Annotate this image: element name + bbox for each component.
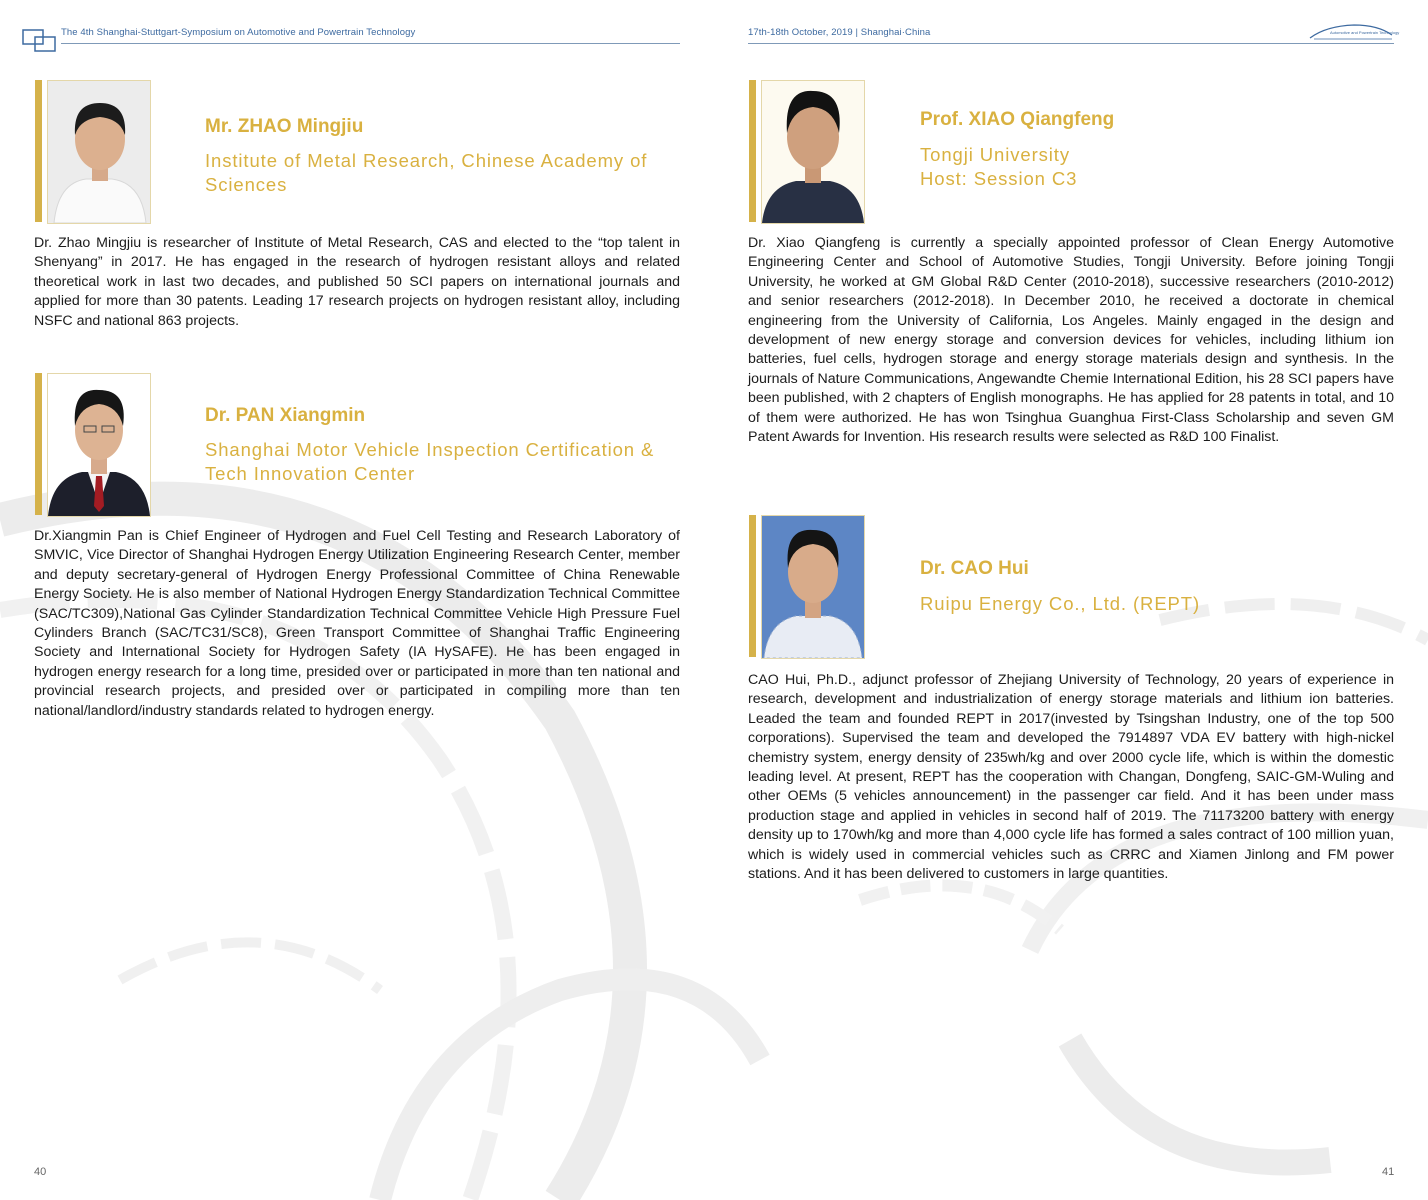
page-number-left: 40 xyxy=(34,1166,47,1178)
speaker-name: Mr. ZHAO Mingjiu xyxy=(205,116,364,137)
header-divider-right xyxy=(748,43,1394,44)
speaker-bio: CAO Hui, Ph.D., adjunct professor of Zhejiang University of Technology, 20 years of experience in research, development and industrialization of energy storage materials and lithium ion batteries. Leaded the team and founded REPT in 2017(invested by Tsingshan Industry, one of the top 500 corporations). Supervised the team and developed the 7914897 VDA EV battery with high-nickel chemistry system, energy density of 235wh/kg and over 2000 cycle life, which is within the domestic leading level. At present, REPT has the cooperation with Changan, Dongfeng, SAIC-GM-Wuling and other OEMs (5 vehicles announcement) in the passenger car field. And it has been under mass production stage and applied in vehicles in second half of 2019. The 71173200 battery with energy density up to 170wh/kg and more than 4,000 cycle life has formed a sales contract of 100 million yuan, which is widely used in commercial vehicles such as CRRC and Xiamen Jinlong and FM power stations. And it has been delivered to customers in large quantities. xyxy=(748,672,1394,883)
speaker-name: Dr. CAO Hui xyxy=(920,558,1029,579)
header-symposium-title: The 4th Shanghai-Stuttgart-Symposium on Automotive and Powertrain Technology xyxy=(61,27,416,38)
speaker-name: Dr. PAN Xiangmin xyxy=(205,405,366,426)
speaker-affiliation: Institute of Metal Research, Chinese Academy of Sciences xyxy=(205,150,648,195)
speaker-photo xyxy=(761,80,865,224)
speaker-affiliation: Shanghai Motor Vehicle Inspection Certification & Tech Innovation Center xyxy=(205,439,655,484)
speaker-affiliation: Tongji University Host: Session C3 xyxy=(920,144,1078,189)
page-number-right: 41 xyxy=(1382,1166,1395,1178)
conference-logo xyxy=(1308,21,1400,41)
speaker-photo xyxy=(761,515,865,659)
speaker-bio: Dr.Xiangmin Pan is Chief Engineer of Hydrogen and Fuel Cell Testing and Research Laboratory of SMVIC, Vice Director of Shanghai Hydrogen Energy Utilization Engineering Research Center, member and deputy secretary-general of Hydrogen Energy Professional Committee of China Renewable Energy Society. He is also member of National Hydrogen Energy Standardization Technical Committee (SAC/TC309),National Gas Cylinder Standardization Technical Committee Vehicle High Pressure Fuel Cylinders Branch (SAC/TC31/SC8), Green Transport Committee of Shanghai Traffic Engineering Society and International Society for Hydrogen Safety (IA HySAFE). He has been engaged in hydrogen energy research for a long time, presided over or participated in more than ten national and provincial research projects, and presided over or participated in compiling more than ten national/landlord/industry standards related to hydrogen energy. xyxy=(34,528,680,719)
speaker-photo xyxy=(47,373,151,517)
header-date-location: 17th-18th October, 2019 | Shanghai·China xyxy=(748,27,931,38)
accent-bar xyxy=(749,80,756,222)
speaker-affiliation: Ruipu Energy Co., Ltd. (REPT) xyxy=(920,593,1201,614)
portrait-icon xyxy=(762,81,864,223)
speaker-photo xyxy=(47,80,151,224)
speaker-name: Prof. XIAO Qiangfeng xyxy=(920,109,1115,130)
speaker-bio: Dr. Xiao Qiangfeng is currently a specially appointed professor of Clean Energy Automotive Engineering Center and School of Automotive Studies, Tongji University. Before joining Tongji University, he worked at GM Global R&D Center (2010-2018), successive researchers (2010-2012) and senior researchers (2012-2018). In December 2010, he received a doctorate in chemical engineering from the University of California, Los Angeles. Mainly engaged in the design and development of new energy storage and conversion devices for vehicles, including lithium ion batteries, fuel cells, hydrogen storage and energy storage materials design and synthesis. In the journals of Nature Communications, Angewandte Chemie International Edition, his 28 SCI papers have been published, with 2 chapters of English monographs. He has applied for 28 patents in total, and 10 of them were authorized. He has won Tsinghua Guanghua First-Class Scholarship and seven GM Patent Awards for Invention. His research results were selected as R&D 100 Finalist. xyxy=(748,235,1394,446)
accent-bar xyxy=(749,515,756,657)
accent-bar xyxy=(35,80,42,222)
header-divider-left xyxy=(61,43,680,44)
portrait-icon xyxy=(48,81,150,223)
speaker-bio: Dr. Zhao Mingjiu is researcher of Institute of Metal Research, CAS and elected to the “top talent in Shenyang” in 2017. He has engaged in the research of hydrogen resistant alloys and related theoretical work in last two decades, and published 50 SCI papers on international journals and applied for more than 30 patents. Leading 17 research projects on hydrogen resistant alloy, including NSFC and national 863 projects. xyxy=(34,235,680,329)
accent-bar xyxy=(35,373,42,515)
logo-text: Automotive and Powertrain Technology xyxy=(1330,30,1400,35)
logo-icon xyxy=(22,28,58,52)
portrait-icon xyxy=(48,374,150,516)
portrait-icon xyxy=(762,516,864,658)
